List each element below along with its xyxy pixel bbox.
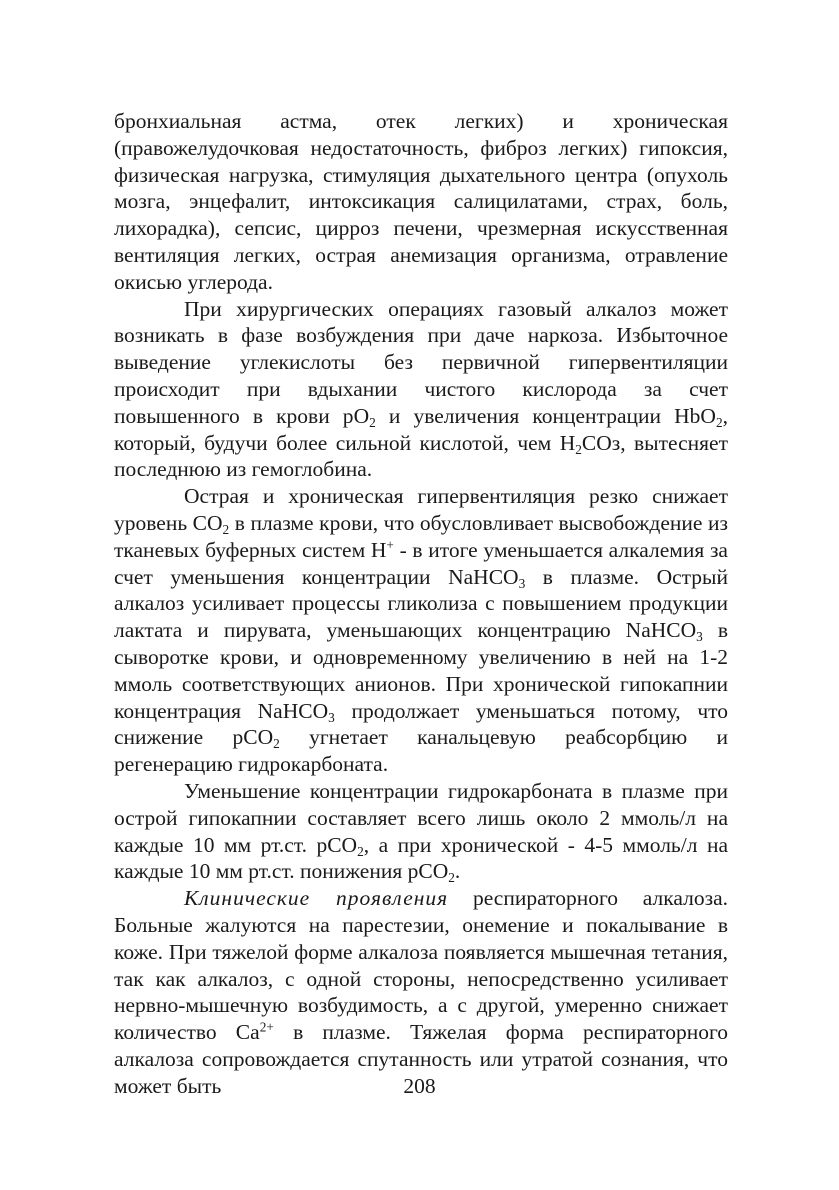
paragraph-2: При хирургических операциях газовый алкалоз может возникать в фазе возбуждения при даче наркоза. Избыточное выведение углекислоты без первичной гипервентиляции происходит при вдыхании чистого кислорода за счет повышенного в крови $рО_2$ и увеличения концентрации HbO$_2$, который, будучи более сильной кислотой, чем $Н_2СОз$, вытесняет последнюю из гемоглобина. bbox=[114, 296, 728, 482]
body-text bbox=[114, 108, 728, 1099]
paragraph-1: бронхиальная астма, отек легких) и хроническая (правожелудочковая недостаточность, фиброз легких) гипоксия, физическая нагрузка, стимуляция дыхательного центра (опухоль мозга, энцефалит, интоксикация салицилатами, страх, боль, лихорадка), сепсис, цирроз печени, чрезмерная искусственная вентиляция легких, острая анемизация организма, отравление окисью углерода. bbox=[114, 109, 728, 294]
page-number: 208 bbox=[403, 1074, 436, 1098]
paragraph-5: Клинические проявления респираторного алкалоза. Больные жалуются на парестезии, онемение и покалывание в коже. При тяжелой форме алкалоза появляется мышечная тетания, так как алкалоз, с одной стороны, непосредственно усиливает нервно-мышечную возбудимость, а с другой, умеренно снижает количество $Са^{2+}$ в плазме. Тяжелая форма респираторного алкалоза сопровождается спутанность или утратой сознания, что может быть bbox=[114, 886, 728, 1098]
paragraph-4: Уменьшение концентрации гидрокарбоната в плазме при острой гипокапнии составляет всего лишь около 2 ммоль/л на каждые 10 мм рт.ст. рСО$_2$, а при хронической - 4-5 ммоль/л на каждые 10 мм рт.ст. понижения рСО$_2$. bbox=[114, 778, 728, 886]
italic-heading: Клинические проявления bbox=[184, 886, 449, 911]
paragraph-3: Острая и хроническая гипервентиляция резко снижает уровень $СО_2$ в плазме крови, что обусловливает высвобождение из тканевых буферных систем Н+ - в итоге уменьшается алкалемия за счет уменьшения концентрации NaHCO$_3$ в плазме. Острый алкалоз усиливает процессы гликолиза с повышением продукции лактата и пирувата, уменьшающих концентрацию NaHCO$_3$ в сыворотке крови, и одновременному увеличению в ней на 1-2 ммоль соответствующих анионов. При хронической гипокапнии концентрация NaHCO$_3$ продолжает уменьшаться потому, что снижение рСО$_2$ угнетает канальцевую реабсорбцию и регенерацию гидрокарбоната. bbox=[114, 484, 728, 777]
